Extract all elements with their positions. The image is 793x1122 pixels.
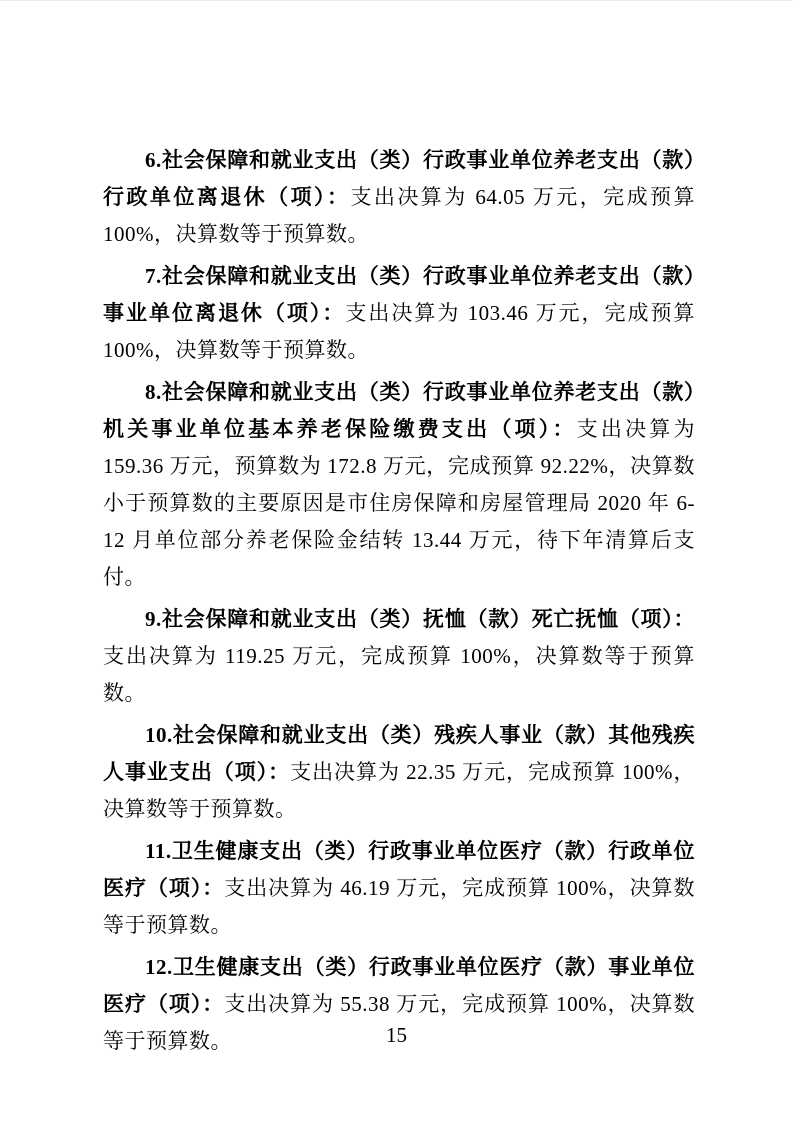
item-heading: 7.社会保障和就业支出（类）行政事业单位养老支出（款）事业单位离退休（项）： <box>103 264 695 325</box>
item-body: 支出决算为 22.35 万元，完成预算 100%，决算数等于预算数。 <box>103 760 695 821</box>
budget-item-paragraph-9 <box>103 601 695 712</box>
budget-item-paragraph-10 <box>103 717 695 828</box>
item-body: 支出决算为 159.36 万元，预算数为 172.8 万元，完成预算 92.22%，决算数小于预算数的主要原因是市住房保障和房屋管理局 2020 年 6-12 月单位部分养老保险金结转 13.44 万元，待下年清算后支付。 <box>103 417 696 589</box>
item-heading: 9.社会保障和就业支出（类）抚恤（款）死亡抚恤（项）： <box>145 607 695 631</box>
item-heading: 10.社会保障和就业支出（类）残疾人事业（款）其他残疾人事业支出（项）： <box>103 723 695 784</box>
item-body: 支出决算为 55.38 万元，完成预算 100%，决算数等于预算数。 <box>103 992 695 1053</box>
item-heading: 6.社会保障和就业支出（类）行政事业单位养老支出（款）行政单位离退休（项）： <box>103 148 695 209</box>
item-heading: 8.社会保障和就业支出（类）行政事业单位养老支出（款）机关事业单位基本养老保险缴费支出（项）： <box>103 380 695 441</box>
budget-item-paragraph-6 <box>103 142 695 253</box>
item-body: 支出决算为 46.19 万元，完成预算 100%，决算数等于预算数。 <box>103 876 695 937</box>
budget-item-paragraph-11 <box>103 833 695 944</box>
page-number: 15 <box>386 1023 407 1047</box>
document-body <box>103 142 695 1065</box>
budget-item-paragraph-8 <box>103 374 695 596</box>
item-heading: 11.卫生健康支出（类）行政事业单位医疗（款）行政单位医疗（项）： <box>103 839 695 900</box>
item-body: 支出决算为 103.46 万元，完成预算 100%，决算数等于预算数。 <box>103 301 696 362</box>
item-body: 支出决算为 119.25 万元，完成预算 100%，决算数等于预算数。 <box>103 644 695 705</box>
item-body: 支出决算为 64.05 万元，完成预算 100%，决算数等于预算数。 <box>103 185 696 246</box>
item-heading: 12.卫生健康支出（类）行政事业单位医疗（款）事业单位医疗（项）： <box>103 955 695 1016</box>
budget-item-paragraph-7 <box>103 258 695 369</box>
